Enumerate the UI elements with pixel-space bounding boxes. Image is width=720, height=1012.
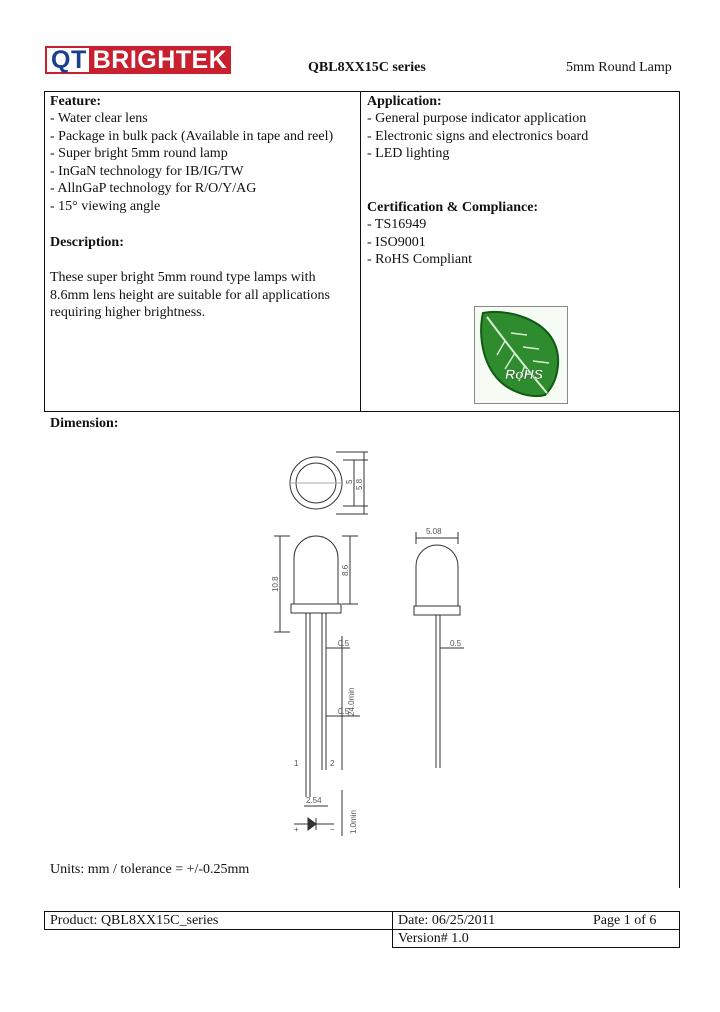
logo-qt: QT — [45, 46, 89, 74]
dim-1-0: 1.0min — [349, 809, 358, 834]
dimension-title: Dimension: — [50, 416, 119, 431]
dim-5-08: 5.08 — [426, 527, 442, 536]
certification-item: - ISO9001 — [367, 234, 426, 250]
dim-24-0: 24.0min — [347, 687, 356, 716]
feature-item: - InGaN technology for IB/IG/TW — [50, 163, 244, 179]
rohs-leaf-icon — [475, 307, 567, 403]
side-view-flange — [414, 606, 460, 615]
description-line: 8.6mm lens height are suitable for all applications — [50, 287, 330, 303]
feature-item: - Super bright 5mm round lamp — [50, 146, 228, 162]
footer-product: Product: QBL8XX15C_series — [50, 913, 219, 928]
units-note: Units: mm / tolerance = +/-0.25mm — [50, 862, 250, 877]
table-top-border — [44, 91, 680, 92]
feature-title: Feature: — [50, 94, 102, 109]
application-item: - LED lighting — [367, 146, 450, 162]
footer-right-border — [679, 911, 680, 948]
dim-8-6: 8.6 — [341, 564, 350, 576]
application-item: - General purpose indicator application — [367, 111, 587, 126]
pin-1-label: 1 — [294, 759, 299, 768]
certification-item: - RoHS Compliant — [367, 252, 473, 268]
feature-item: - 15° viewing angle — [50, 198, 161, 214]
dim-5-8: 5.8 — [355, 478, 364, 490]
footer-date: Date: 06/25/2011 — [398, 913, 496, 928]
product-type: 5mm Round Lamp — [566, 60, 672, 75]
rohs-logo — [474, 306, 568, 404]
table-right-border — [679, 91, 680, 888]
dim-2-54: 2.54 — [306, 796, 322, 805]
footer-left-border — [44, 911, 45, 930]
table-left-border — [44, 91, 45, 412]
footer-divider — [392, 911, 393, 948]
certification-list — [367, 216, 472, 269]
description-title: Description: — [50, 235, 124, 250]
rohs-label: RoHS — [505, 366, 544, 382]
dim-0-5-c: 0.5 — [450, 639, 462, 648]
description-line: These super bright 5mm round type lamps with — [50, 270, 316, 285]
feature-list — [50, 110, 333, 216]
dim-0-5-b: 0.5 — [338, 707, 350, 716]
lamp-flange — [291, 604, 341, 613]
description-text — [50, 269, 330, 322]
dimension-drawing — [250, 440, 490, 840]
application-list — [367, 110, 588, 163]
feature-item: - AllnGaP technology for R/O/Y/AG — [50, 181, 257, 197]
description-line: requiring higher brightness. — [50, 305, 206, 321]
pin-2-label: 2 — [330, 759, 335, 768]
application-title: Application: — [367, 94, 442, 109]
cathode-label: − — [330, 825, 335, 834]
dim-10-8: 10.8 — [271, 576, 280, 592]
dim-5: 5 — [345, 479, 354, 484]
section-divider — [44, 411, 680, 412]
dim-0-5-a: 0.5 — [338, 639, 350, 648]
anode-label: + — [294, 825, 299, 834]
feature-item: - Water clear lens — [50, 111, 148, 126]
company-logo — [45, 46, 231, 74]
certification-title: Certification & Compliance: — [367, 200, 539, 215]
series-title: QBL8XX15C series — [308, 60, 426, 75]
certification-item: - TS16949 — [367, 217, 427, 232]
logo-brightek: BRIGHTEK — [89, 46, 232, 74]
side-view-body — [416, 545, 458, 606]
footer-page: Page 1 of 6 — [593, 913, 657, 928]
diode-icon — [308, 818, 316, 830]
lamp-body — [294, 536, 338, 604]
feature-item: - Package in bulk pack (Available in tape and reel) — [50, 128, 334, 144]
application-item: - Electronic signs and electronics board — [367, 128, 589, 144]
column-divider — [360, 91, 361, 412]
footer-version: Version# 1.0 — [398, 931, 469, 946]
